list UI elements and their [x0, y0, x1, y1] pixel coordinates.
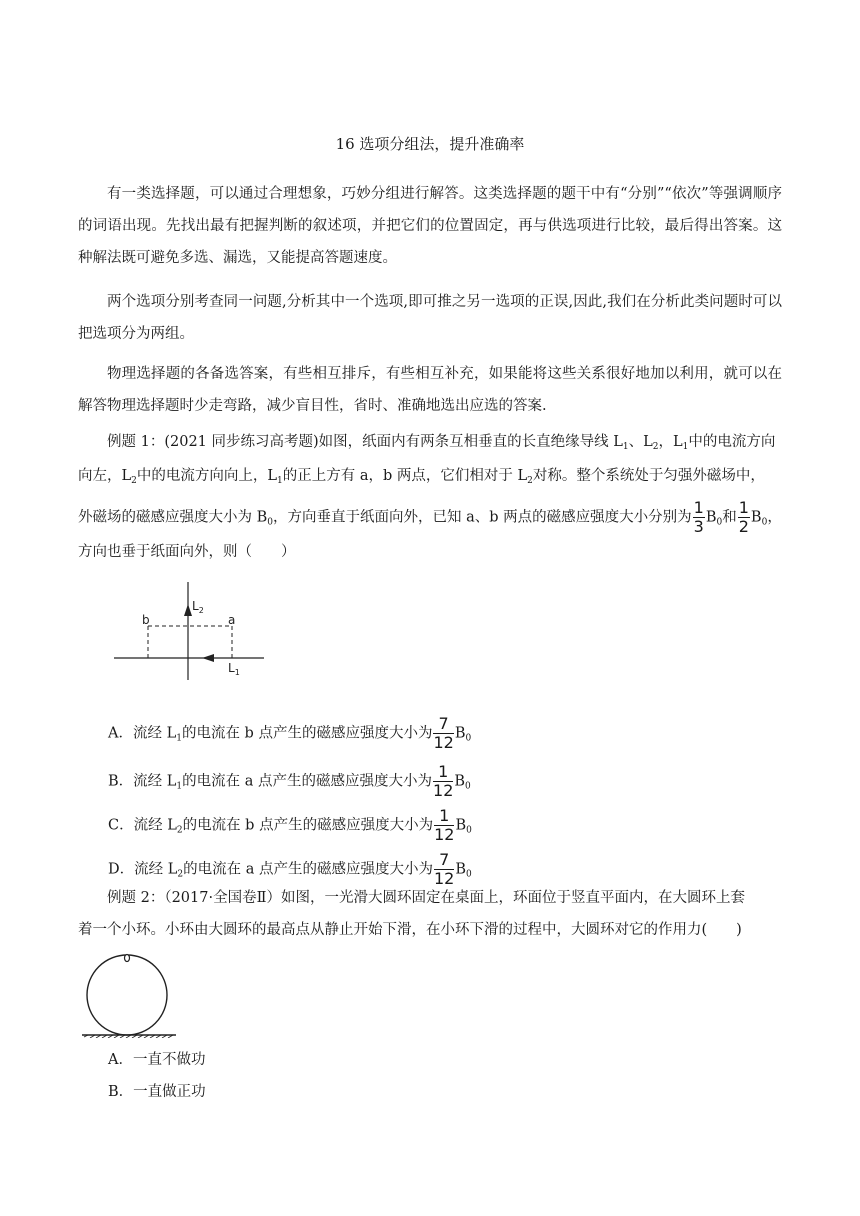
l1-arrow-left	[202, 654, 214, 662]
ex1-option-b[interactable]: B．流经 $L_1$的电流在 a 点产生的磁感应强度大小为 $\frac{1}{12}$ $B_0$	[108, 762, 471, 800]
intro-paragraph-3: 物理选择题的各备选答案，有些相互排斥，有些相互补充，如果能将这些关系很好地加以利用，就可以在解答物理选择题时少走弯路，减少盲目性，省时、准确地选出应选的答案.	[78, 366, 782, 414]
ex1-line-1: 例题 1：(2021 同步练习高考题)如图，纸面内有两条互相垂直的长直绝缘导线 $L_1$、$L_2$，$L_1$中的电流方向	[107, 434, 776, 452]
ex1-option-d[interactable]: D．流经 $L_2$的电流在 a 点产生的磁感应强度大小为 $\frac{7}{12}$ $B_0$	[108, 850, 472, 888]
ex2-line-1: 例题 2：（2017·全国卷Ⅱ）如图，一光滑大圆环固定在桌面上，环面位于竖直平面内，在大圆环上套	[107, 890, 745, 906]
wires-figure	[108, 580, 268, 682]
label-a: a	[228, 613, 236, 627]
fraction: $\frac{7}{12}$	[433, 850, 455, 888]
fraction: $\frac{7}{12}$	[433, 714, 454, 752]
label-b: b	[142, 613, 150, 627]
ring-figure	[80, 950, 180, 1038]
ex2-option-b[interactable]: B．一直做正功	[108, 1084, 206, 1100]
l2-arrow-up	[184, 604, 192, 616]
fraction-one-half: $\frac{1}{2}$	[738, 498, 749, 536]
label-l2: $L_2$	[192, 599, 204, 615]
intro-paragraph-2: 两个选项分别考查同一问题,分析其中一个选项,即可推之另一选项的正误,因此,我们在分析此类问题时可以把选项分为两组。	[78, 294, 782, 342]
ex2-option-a[interactable]: A．一直不做功	[108, 1052, 206, 1068]
small-ring	[125, 955, 130, 962]
page-title: 16 选项分组法，提升准确率	[335, 135, 525, 153]
intro-paragraph-1: 有一类选择题，可以通过合理想象，巧妙分组进行解答。这类选择题的题干中有“分别”“依次”等强调顺序的词语出现。先找出最有把握判断的叙述项，并把它们的位置固定，再与供选项进行比较，最后得出答案。这种解法既可避免多选、漏选，又能提高答题速度。	[78, 186, 782, 266]
fraction: $\frac{1}{12}$	[434, 806, 455, 844]
ex2-line-2: 着一个小环。小环由大圆环的最高点从静止开始下滑，在小环下滑的过程中，大圆环对它的作用力( )	[78, 922, 742, 938]
fraction: $\frac{1}{12}$	[433, 762, 454, 800]
ex1-line-2: 向左，$L_2$中的电流方向向上，$L_1$的正上方有 a，b 两点，它们相对于 $L_2$对称。整个系统处于匀强外磁场中，	[78, 468, 765, 486]
fraction-one-third: $\frac{1}{3}$	[693, 498, 704, 536]
ex1-line-3: 外磁场的磁感应强度大小为 $B_0$，方向垂直于纸面向外，已知 a、b 两点的磁感应强度大小分别为 $\frac{1}{3}$ $B_0$和 $\frac{1}{2}$ $B_0$，	[78, 498, 782, 536]
ex1-line-4: 方向也垂于纸面向外，则（ ）	[78, 544, 296, 560]
large-ring	[87, 955, 167, 1035]
label-l1: $L_1$	[228, 661, 240, 677]
ex1-option-c[interactable]: C．流经 $L_2$的电流在 b 点产生的磁感应强度大小为 $\frac{1}{12}$ $B_0$	[108, 806, 472, 844]
ex1-option-a[interactable]: A．流经 $L_1$的电流在 b 点产生的磁感应强度大小为 $\frac{7}{12}$ $B_0$	[108, 714, 472, 752]
